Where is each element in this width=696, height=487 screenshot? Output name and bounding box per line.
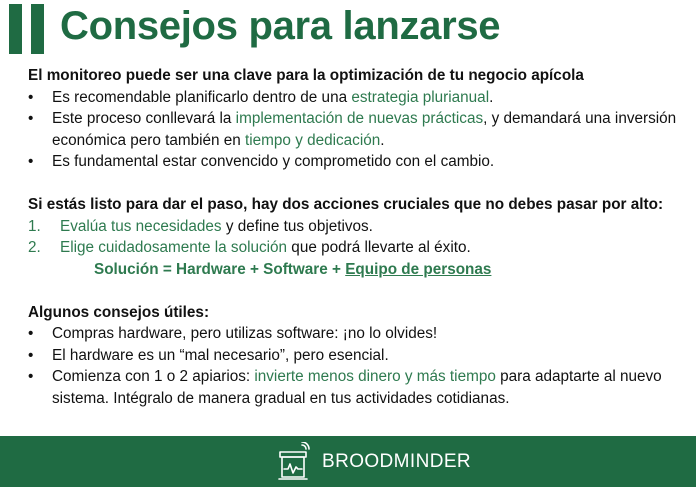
brand-name: BROODMINDER: [322, 451, 472, 472]
list-number: 2.: [28, 239, 41, 256]
content: [28, 65, 692, 409]
list-item: 1. Evalúa tus necesidades y define tus objetivos.: [28, 216, 692, 238]
section-heading: Algunos consejos útiles:: [28, 303, 210, 321]
highlight-text: invierte menos dinero y más tiempo: [254, 368, 496, 385]
highlight-text: tiempo y dedicación: [245, 131, 381, 149]
bullet-marker: •: [28, 110, 34, 127]
title-accent-bar: [31, 4, 44, 54]
highlight-text: Elige cuidadosamente la solución: [60, 239, 288, 256]
section-heading: Si estás listo para dar el paso, hay dos acciones cruciales que no debes pasar por alto:: [28, 196, 664, 213]
list-item: • El hardware es un “mal necesario”, pero esencial.: [28, 345, 692, 367]
solution-formula: Solución = Hardware + Software + Equipo de personas: [94, 260, 492, 278]
bullet-marker: •: [28, 346, 34, 364]
bullet-marker: •: [28, 368, 34, 385]
list-item: • Es fundamental estar convencido y comprometido con el cambio.: [28, 151, 692, 173]
list-item: • Este proceso conllevará la implementación de nuevas prácticas, y demandará una inversión económica pero también en tiempo y dedicación.: [28, 110, 677, 149]
list-item: • Compras hardware, pero utilizas software: ¡no lo olvides!: [28, 323, 692, 345]
highlight-text: Evalúa tus necesidades: [60, 217, 222, 235]
underlined-text: Equipo de personas: [345, 260, 492, 278]
broodminder-logo: [276, 442, 471, 482]
bullet-list: [28, 87, 692, 173]
bullet-marker: •: [28, 325, 34, 342]
numbered-list: [28, 216, 692, 259]
page-title: Consejos para lanzarse: [60, 4, 501, 48]
bullet-list: [28, 323, 692, 409]
highlight-text: implementación de nuevas prácticas: [235, 110, 484, 127]
highlight-text: estrategia plurianual: [351, 88, 490, 106]
list-item: • Comienza con 1 o 2 apiarios: invierte menos dinero y más tiempo para adaptarte al nuevo sistema. Intégralo de manera gradual en tus actividades cotidianas.: [28, 368, 662, 407]
bullet-marker: •: [28, 153, 34, 170]
section-heading: El monitoreo puede ser una clave para la optimización de tu negocio apícola: [28, 67, 584, 84]
title-accent-bar: [9, 4, 22, 54]
footer-banner: [0, 436, 696, 487]
list-item: 2. Elige cuidadosamente la solución que podrá llevarte al éxito.: [28, 237, 692, 259]
list-number: 1.: [28, 217, 41, 235]
list-item: • Es recomendable planificarlo dentro de una estrategia plurianual.: [28, 87, 692, 109]
bullet-marker: •: [28, 88, 34, 106]
hive-scale-icon: [276, 442, 314, 482]
